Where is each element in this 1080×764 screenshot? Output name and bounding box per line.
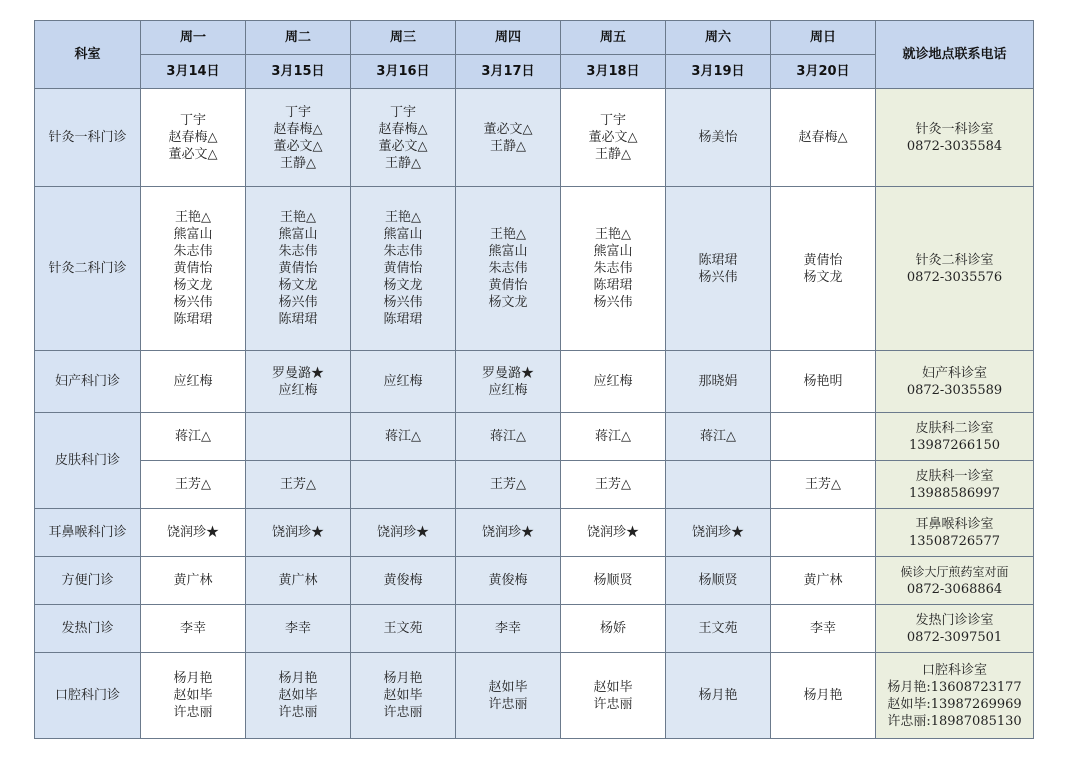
schedule-cell xyxy=(246,413,351,461)
cell-line: 李幸 xyxy=(809,621,836,636)
schedule-cell xyxy=(771,351,876,413)
schedule-cell xyxy=(666,509,771,557)
schedule-cell xyxy=(141,187,246,351)
cell-line: 赵春梅△ xyxy=(378,121,428,137)
date-header: 3月17日 xyxy=(456,55,561,89)
weekday-header: 周五 xyxy=(561,21,666,55)
cell-line: 王文苑 xyxy=(698,621,738,636)
date-header: 3月20日 xyxy=(771,55,876,89)
contact-line: 13508726577 xyxy=(909,533,1000,549)
weekday-header: 周三 xyxy=(351,21,456,55)
cell-line: 陈珺珺 xyxy=(593,278,633,293)
cell-line: 赵春梅△ xyxy=(798,130,848,145)
cell-line: 杨月艳 xyxy=(803,688,843,703)
cell-line: 王芳△ xyxy=(280,477,316,492)
schedule-cell xyxy=(771,557,876,605)
weekday-header: 周二 xyxy=(246,21,351,55)
schedule-cell xyxy=(456,461,561,509)
contact-cell xyxy=(876,351,1034,413)
schedule-cell xyxy=(456,351,561,413)
weekday-header: 周日 xyxy=(771,21,876,55)
contact-line: 赵如毕:13987269969 xyxy=(887,696,1022,712)
schedule-cell xyxy=(561,89,666,187)
cell-line: 许忠丽 xyxy=(488,696,528,712)
cell-line: 熊富山 xyxy=(593,244,633,259)
cell-line: 杨兴伟 xyxy=(593,295,633,310)
cell-line: 那晓娟 xyxy=(698,374,738,389)
cell-line: 王静△ xyxy=(385,155,421,171)
cell-line: 黄倩怡 xyxy=(803,252,843,268)
contact-line: 0872-3097501 xyxy=(906,629,1003,645)
cell-line: 朱志伟 xyxy=(488,261,528,276)
cell-line: 饶润珍★ xyxy=(166,525,219,540)
schedule-cell xyxy=(456,653,561,739)
schedule-cell xyxy=(561,461,666,509)
date-header: 3月15日 xyxy=(246,55,351,89)
schedule-cell xyxy=(666,413,771,461)
cell-line: 杨文龙 xyxy=(173,278,213,293)
schedule-cell xyxy=(666,89,771,187)
table-row xyxy=(35,509,1034,557)
cell-line: 蒋江△ xyxy=(595,429,631,444)
schedule-cell xyxy=(561,605,666,653)
cell-line: 杨兴伟 xyxy=(278,295,318,310)
table-row xyxy=(35,351,1034,413)
table-row xyxy=(35,653,1034,739)
cell-line: 王芳△ xyxy=(490,477,526,492)
schedule-cell xyxy=(141,461,246,509)
cell-line: 应红梅 xyxy=(488,382,528,398)
contact-line: 13987266150 xyxy=(909,437,1000,453)
cell-line: 黄广林 xyxy=(173,573,213,588)
cell-line: 王艳△ xyxy=(595,227,631,242)
cell-line: 王静△ xyxy=(595,147,631,162)
cell-line: 王艳△ xyxy=(175,210,211,225)
contact-line: 候诊大厅煎药室对面 xyxy=(900,564,1009,579)
table-row xyxy=(35,557,1034,605)
weekday-header: 周四 xyxy=(456,21,561,55)
schedule-cell xyxy=(456,187,561,351)
cell-line: 蒋江△ xyxy=(385,429,421,444)
cell-line: 许忠丽 xyxy=(593,696,633,712)
schedule-cell xyxy=(456,557,561,605)
contact-line: 皮肤科一诊室 xyxy=(915,468,994,484)
cell-line: 熊富山 xyxy=(173,227,213,242)
contact-line: 发热门诊诊室 xyxy=(915,612,994,628)
schedule-cell xyxy=(246,89,351,187)
cell-line: 丁宇 xyxy=(284,104,311,120)
schedule-cell xyxy=(141,653,246,739)
schedule-cell xyxy=(561,557,666,605)
contact-line: 针灸二科诊室 xyxy=(915,252,994,268)
cell-line: 饶润珍★ xyxy=(481,525,534,540)
dept-cell: 针灸二科门诊 xyxy=(35,187,141,351)
contact-cell xyxy=(876,557,1034,605)
cell-line: 朱志伟 xyxy=(173,244,213,259)
cell-line: 李幸 xyxy=(494,621,521,636)
cell-line: 王静△ xyxy=(490,138,526,154)
cell-line: 黄倩怡 xyxy=(278,261,318,276)
schedule-cell xyxy=(351,557,456,605)
schedule-cell xyxy=(561,413,666,461)
dept-cell: 耳鼻喉科门诊 xyxy=(35,509,141,557)
cell-line: 杨艳明 xyxy=(803,374,843,389)
dept-header: 科室 xyxy=(35,21,141,89)
contact-cell xyxy=(876,461,1034,509)
header-weekday-row xyxy=(35,21,1034,55)
cell-line: 熊富山 xyxy=(278,227,318,242)
cell-line: 赵如毕 xyxy=(488,679,528,695)
contact-cell xyxy=(876,187,1034,351)
schedule-cell xyxy=(666,653,771,739)
cell-line: 杨月艳 xyxy=(173,671,213,686)
cell-line: 许忠丽 xyxy=(383,705,423,720)
dept-cell: 发热门诊 xyxy=(35,605,141,653)
contact-cell xyxy=(876,89,1034,187)
cell-line: 王艳△ xyxy=(280,210,316,225)
cell-line: 杨娇 xyxy=(599,621,626,636)
schedule-cell xyxy=(246,653,351,739)
schedule-cell xyxy=(246,461,351,509)
contact-header: 就诊地点联系电话 xyxy=(876,21,1034,89)
contact-line: 0872-3035584 xyxy=(906,138,1003,154)
schedule-cell xyxy=(351,187,456,351)
cell-line: 黄广林 xyxy=(278,573,318,588)
cell-line: 黄倩怡 xyxy=(488,278,528,293)
dept-cell: 方便门诊 xyxy=(35,557,141,605)
schedule-cell xyxy=(141,89,246,187)
schedule-cell xyxy=(246,509,351,557)
contact-line: 0872-3035589 xyxy=(906,382,1003,398)
contact-line: 耳鼻喉科诊室 xyxy=(915,516,994,532)
cell-line: 杨月艳 xyxy=(383,671,423,686)
schedule-cell xyxy=(666,557,771,605)
schedule-cell xyxy=(141,509,246,557)
schedule-cell xyxy=(141,413,246,461)
schedule-cell xyxy=(246,351,351,413)
schedule-body xyxy=(35,89,1034,739)
schedule-cell xyxy=(141,605,246,653)
cell-line: 黄俊梅 xyxy=(383,573,423,588)
cell-line: 饶润珍★ xyxy=(691,525,744,540)
dept-cell: 针灸一科门诊 xyxy=(35,89,141,187)
cell-line: 丁宇 xyxy=(179,113,206,128)
cell-line: 蒋江△ xyxy=(700,429,736,444)
schedule-cell xyxy=(246,557,351,605)
schedule-cell xyxy=(456,89,561,187)
cell-line: 杨兴伟 xyxy=(173,295,213,310)
contact-cell xyxy=(876,605,1034,653)
schedule-cell xyxy=(666,461,771,509)
cell-line: 董必文△ xyxy=(588,130,638,145)
cell-line: 饶润珍★ xyxy=(376,525,429,540)
cell-line: 许忠丽 xyxy=(173,705,213,720)
schedule-cell xyxy=(666,351,771,413)
cell-line: 董必文△ xyxy=(378,138,428,154)
cell-line: 王芳△ xyxy=(175,477,211,492)
table-row xyxy=(35,605,1034,653)
schedule-cell xyxy=(351,413,456,461)
cell-line: 丁宇 xyxy=(389,104,416,120)
contact-line: 0872-3068864 xyxy=(906,581,1003,597)
cell-line: 董必文△ xyxy=(273,138,323,154)
cell-line: 李幸 xyxy=(179,621,206,636)
contact-line: 针灸一科诊室 xyxy=(915,121,994,137)
cell-line: 杨美怡 xyxy=(698,130,738,145)
cell-line: 熊富山 xyxy=(383,227,423,242)
cell-line: 杨兴伟 xyxy=(383,295,423,310)
schedule-cell xyxy=(666,605,771,653)
cell-line: 丁宇 xyxy=(599,113,626,128)
contact-line: 许忠丽:18987085130 xyxy=(887,713,1022,729)
schedule-cell xyxy=(561,653,666,739)
cell-line: 杨文龙 xyxy=(383,278,423,293)
contact-line: 13988586997 xyxy=(909,485,1000,501)
cell-line: 蒋江△ xyxy=(490,429,526,444)
cell-line: 赵春梅△ xyxy=(168,130,218,145)
schedule-cell xyxy=(141,351,246,413)
schedule-cell xyxy=(771,605,876,653)
cell-line: 王文苑 xyxy=(383,621,423,636)
schedule-cell xyxy=(351,509,456,557)
cell-line: 应红梅 xyxy=(383,374,423,389)
schedule-cell xyxy=(456,509,561,557)
cell-line: 赵如毕 xyxy=(383,688,423,703)
schedule-cell xyxy=(771,461,876,509)
cell-line: 罗曼潞★ xyxy=(271,365,324,381)
table-row xyxy=(35,461,1034,509)
cell-line: 杨兴伟 xyxy=(698,269,738,285)
cell-line: 黄倩怡 xyxy=(383,261,423,276)
cell-line: 陈珺珺 xyxy=(383,312,423,327)
schedule-cell xyxy=(351,605,456,653)
cell-line: 陈珺珺 xyxy=(278,312,318,327)
date-header: 3月16日 xyxy=(351,55,456,89)
dept-cell: 皮肤科门诊 xyxy=(35,413,141,509)
cell-line: 董必文△ xyxy=(483,121,533,137)
cell-line: 应红梅 xyxy=(173,374,213,389)
cell-line: 董必文△ xyxy=(168,147,218,162)
cell-line: 应红梅 xyxy=(593,374,633,389)
cell-line: 赵如毕 xyxy=(173,688,213,703)
dept-cell: 口腔科门诊 xyxy=(35,653,141,739)
schedule-cell xyxy=(561,187,666,351)
cell-line: 杨文龙 xyxy=(488,295,528,310)
cell-line: 杨顺贤 xyxy=(593,573,633,588)
contact-line: 皮肤科二诊室 xyxy=(915,420,994,436)
schedule-cell xyxy=(246,187,351,351)
cell-line: 赵如毕 xyxy=(593,679,633,695)
cell-line: 罗曼潞★ xyxy=(481,365,534,381)
schedule-cell xyxy=(456,413,561,461)
cell-line: 王芳△ xyxy=(805,477,841,492)
cell-line: 黄倩怡 xyxy=(173,261,213,276)
schedule-cell xyxy=(351,461,456,509)
cell-line: 王静△ xyxy=(280,155,316,171)
table-row xyxy=(35,413,1034,461)
schedule-cell xyxy=(771,187,876,351)
cell-line: 朱志伟 xyxy=(593,261,633,276)
cell-line: 黄俊梅 xyxy=(488,573,528,588)
schedule-cell xyxy=(666,187,771,351)
schedule-table xyxy=(34,20,1034,739)
table-row xyxy=(35,89,1034,187)
date-header: 3月18日 xyxy=(561,55,666,89)
cell-line: 朱志伟 xyxy=(383,244,423,259)
table-row xyxy=(35,187,1034,351)
schedule-cell xyxy=(351,653,456,739)
cell-line: 王芳△ xyxy=(595,477,631,492)
cell-line: 赵春梅△ xyxy=(273,121,323,137)
cell-line: 饶润珍★ xyxy=(271,525,324,540)
cell-line: 陈珺珺 xyxy=(698,252,738,268)
cell-line: 许忠丽 xyxy=(278,705,318,720)
cell-line: 黄广林 xyxy=(803,573,843,588)
cell-line: 饶润珍★ xyxy=(586,525,639,540)
contact-cell xyxy=(876,653,1034,739)
schedule-cell xyxy=(351,89,456,187)
contact-line: 0872-3035576 xyxy=(906,269,1003,285)
schedule-cell xyxy=(771,509,876,557)
cell-line: 杨月艳 xyxy=(698,688,738,703)
weekday-header: 周六 xyxy=(666,21,771,55)
cell-line: 蒋江△ xyxy=(175,429,211,444)
schedule-cell xyxy=(561,509,666,557)
contact-cell xyxy=(876,509,1034,557)
cell-line: 应红梅 xyxy=(278,382,318,398)
cell-line: 杨顺贤 xyxy=(698,573,738,588)
weekday-header: 周一 xyxy=(141,21,246,55)
schedule-cell xyxy=(456,605,561,653)
schedule-cell xyxy=(771,89,876,187)
cell-line: 赵如毕 xyxy=(278,688,318,703)
schedule-cell xyxy=(771,653,876,739)
cell-line: 王艳△ xyxy=(490,227,526,242)
cell-line: 杨文龙 xyxy=(278,278,318,293)
cell-line: 王艳△ xyxy=(385,210,421,225)
date-header: 3月19日 xyxy=(666,55,771,89)
contact-line: 妇产科诊室 xyxy=(921,365,987,381)
cell-line: 杨月艳 xyxy=(278,671,318,686)
date-header: 3月14日 xyxy=(141,55,246,89)
contact-line: 杨月艳:13608723177 xyxy=(887,679,1022,695)
cell-line: 熊富山 xyxy=(488,244,528,259)
schedule-cell xyxy=(561,351,666,413)
schedule-cell xyxy=(351,351,456,413)
contact-cell xyxy=(876,413,1034,461)
schedule-cell xyxy=(141,557,246,605)
cell-line: 陈珺珺 xyxy=(173,312,213,327)
dept-cell: 妇产科门诊 xyxy=(35,351,141,413)
cell-line: 杨文龙 xyxy=(803,269,843,285)
cell-line: 李幸 xyxy=(284,621,311,636)
cell-line: 朱志伟 xyxy=(278,244,318,259)
contact-line: 口腔科诊室 xyxy=(921,662,987,678)
schedule-cell xyxy=(771,413,876,461)
schedule-cell xyxy=(246,605,351,653)
